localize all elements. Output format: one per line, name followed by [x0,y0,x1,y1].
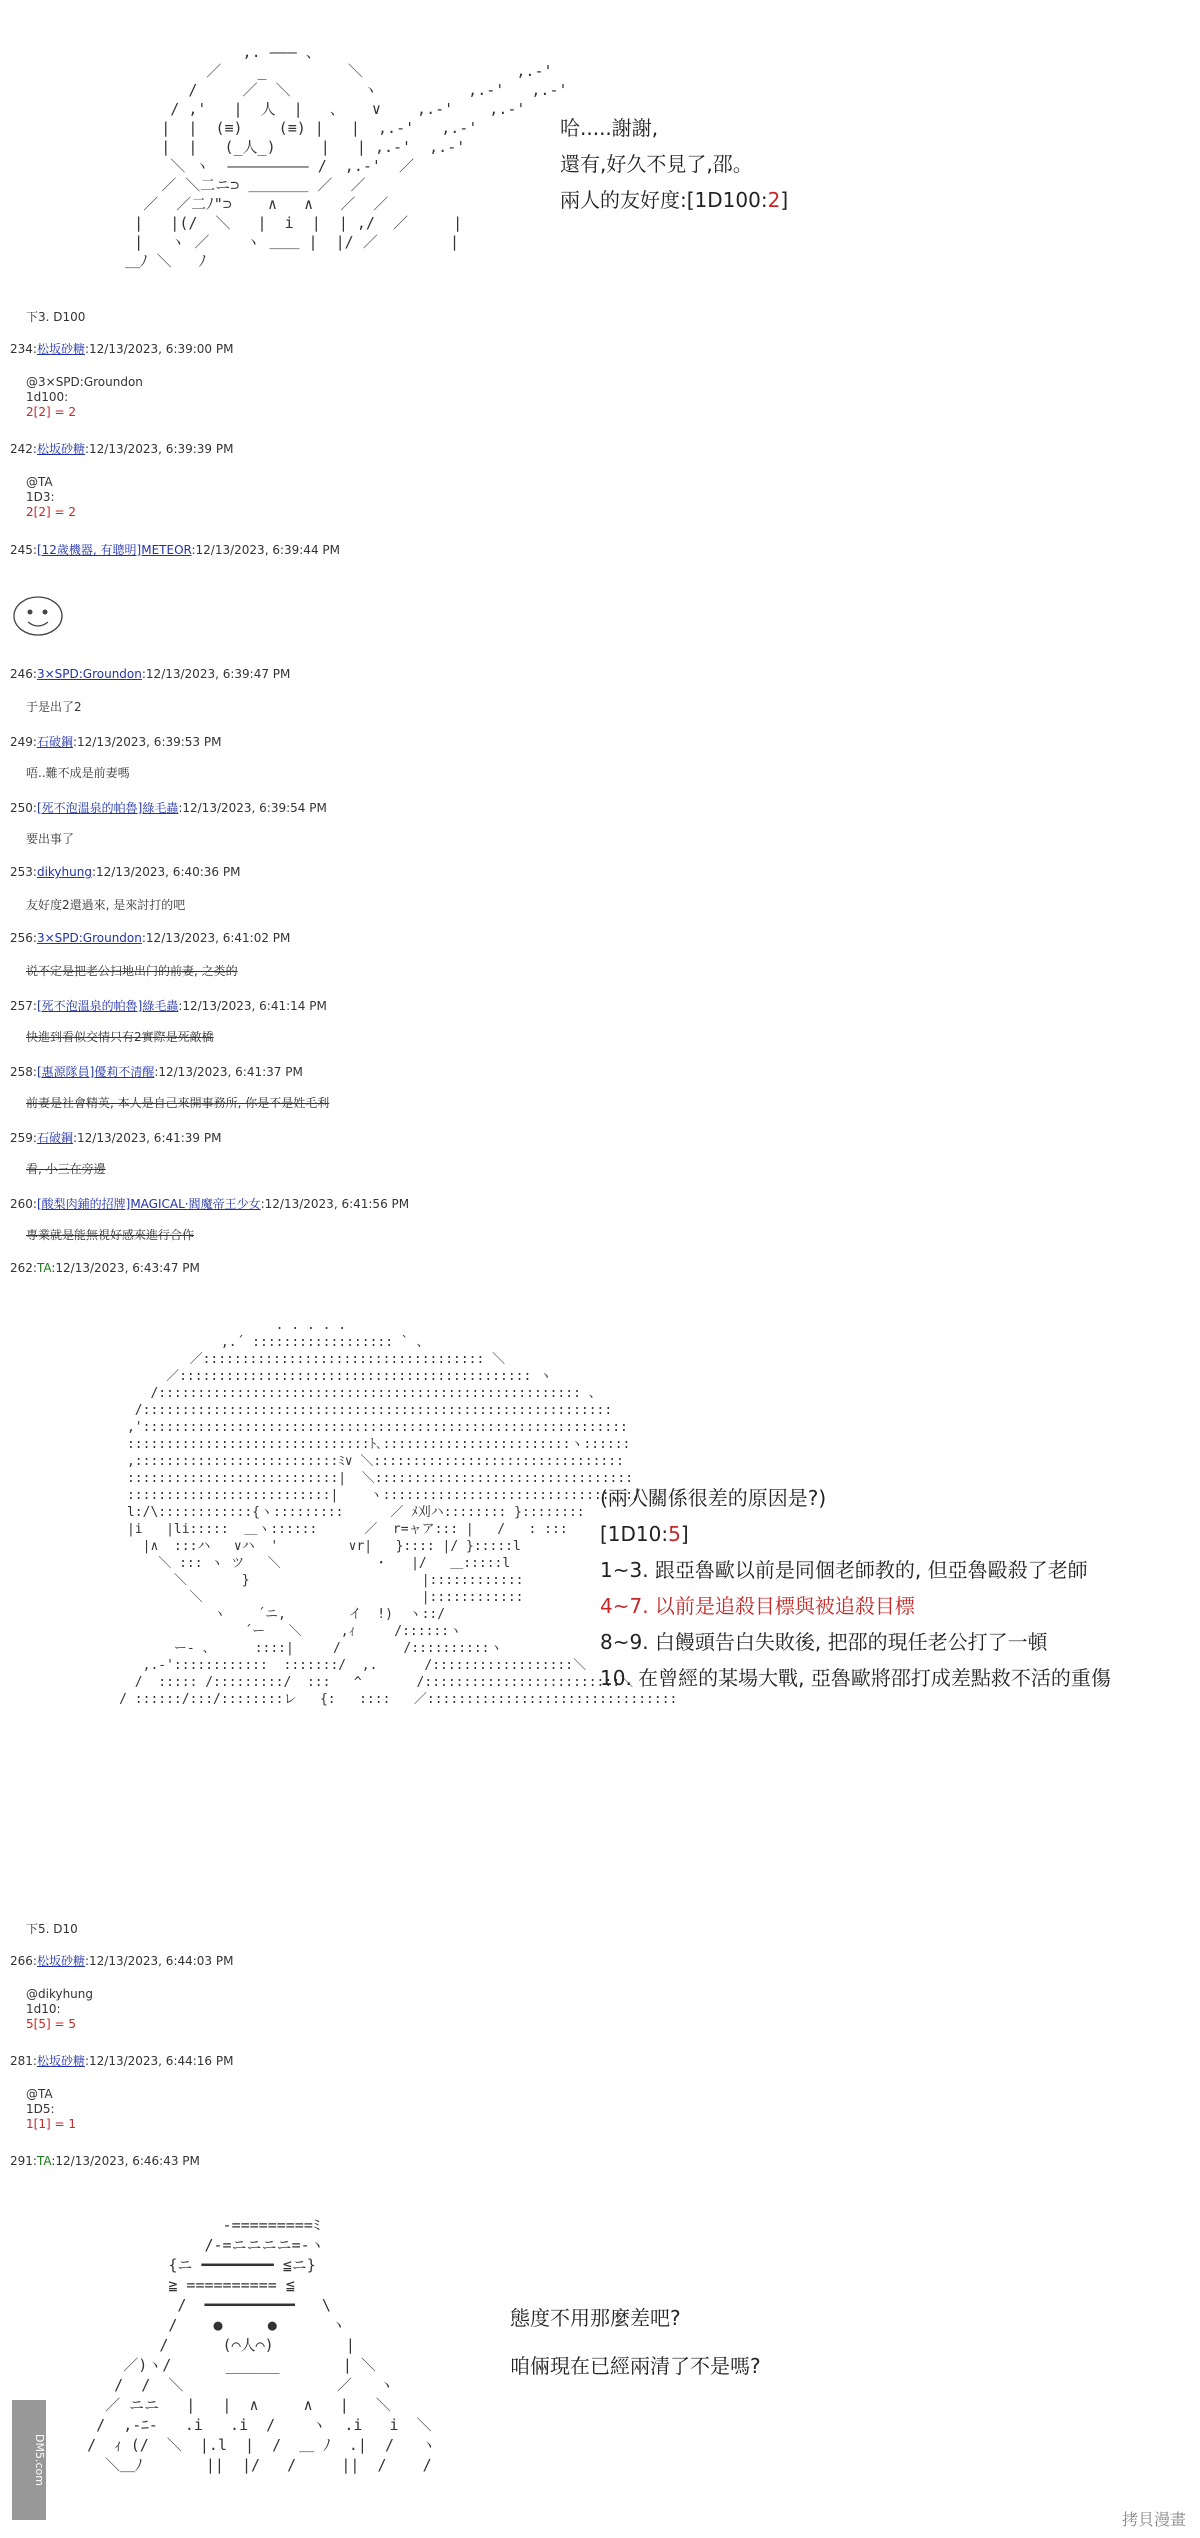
poster-link[interactable]: [酸梨肉鋪的招牌]MAGICAL·閻魔帝王少女 [36,1197,261,1211]
post-header: 291:TA:12/13/2023, 6:46:43 PM [10,2154,200,2168]
poster-link[interactable]: [12歲機器, 有聰明]METEOR [36,543,192,557]
post-header: 262:TA:12/13/2023, 6:43:47 PM [10,1261,200,1275]
post-header: 260:[酸梨肉鋪的招牌]MAGICAL·閻魔帝王少女:12/13/2023, 6:41:56 PM [10,1197,410,1211]
dialogue-line: 咱倆現在已經兩清了不是嗎? [510,2354,761,2378]
poster-link[interactable]: [死不泡溫泉的帕魯]綠毛蟲 [36,801,179,815]
site-watermark: 拷貝漫畫 [1121,2510,1186,2529]
poster-link[interactable]: 石破鋼 [36,1131,73,1145]
poster-name: TA [36,1261,52,1275]
post-header: 257:[死不泡溫泉的帕魯]綠毛蟲:12/13/2023, 6:41:14 PM [10,999,327,1013]
post-body: 说不定是把老公扫地出门的前妻, 之类的 [26,964,238,978]
post-body: 要出事了 [26,832,75,846]
post-header: 234:松坂砂糖:12/13/2023, 6:39:00 PM [10,342,234,356]
poster-link[interactable]: 松坂砂糖 [36,442,85,456]
ascii-art-character-1: ,. ――― 、 ／ _ ＼ ,.-' / ／ ＼ ヽ ,.-' ,.-' / ,' | 人 | 、 ∨ ,.-' ,.-' | | (≡) (≡) | | ,.-' ,.-' | | (_人_) | | ,.-' ,.-' ＼ ヽ ――――――――― / ,.-' ／ ／ ＼二ニ⊃ ＿＿＿＿ ／ ／ ／ ／二ﾉ"⊃ ∧ ∧ ／ ／ | |(/ ＼ | i | | ,/ ／ | | ヽ ／ ヽ ＿＿ | |/ ／ | ＿ﾉ ＼ ﾉ [125,43,568,270]
post-body: 前妻是社會精英, 本人是自己來開事務所, 你是不是姓毛利 [26,1096,330,1110]
poster-link[interactable]: 松坂砂糖 [36,342,85,356]
d10-roll: [1D10:5] [600,1522,689,1546]
scene2-dialogue [600,1480,1111,1696]
friendship-roll: 兩人的友好度:[1D100:2] [560,188,789,212]
roll-value: 5 [668,1522,681,1546]
poster-link[interactable]: 3×SPD:Groundon [36,667,142,681]
post-header: 256:3×SPD:Groundon:12/13/2023, 6:41:02 PM [10,931,291,945]
ascii-art-character-3: -=========ﾐ /-=ニニニニ=-ヽ {ニ ━━━━━━━━ ≦ニ} ≧ ========== ≦ / ━━━━━━━━━━ \ / ● ● ヽ / (⌒人⌒) | ／)ヽ/ ______ | ＼ / / ＼ ／ ヽ ／ ニニ | | ∧ ∧ | ＼ / ,-ﾆ- .i .i / ヽ .i i ＼ / ｨ (/ ＼ |.l | / ＿ ﾉ .| / ヽ ＼＿ﾉ || |/ / || / / [87,2216,437,2474]
post-header: 258:[惠源隊員]優莉不清醒:12/13/2023, 6:41:37 PM [10,1065,303,1079]
post-body: 看, 小三在旁邊 [26,1162,106,1176]
dialogue-line: 還有,好久不見了,邵。 [560,152,753,176]
scene3-dialogue [510,2294,761,2390]
post-header: 250:[死不泡溫泉的帕魯]綠毛蟲:12/13/2023, 6:39:54 PM [10,801,327,815]
post-body: @TA 1D3: 2[2] = 2 [26,475,76,519]
post-header: 242:松坂砂糖:12/13/2023, 6:39:39 PM [10,442,234,456]
option-line: 8~9. 白饅頭告白失敗後, 把邵的現任老公打了一頓 [600,1630,1048,1654]
poster-link[interactable]: dikyhung [36,865,92,879]
option-line: 10. 在曾經的某場大戰, 亞魯歐將邵打成差點救不活的重傷 [600,1666,1111,1690]
post-header: 281:松坂砂糖:12/13/2023, 6:44:16 PM [10,2054,234,2068]
poster-link[interactable]: 石破鋼 [36,735,73,749]
question-line: (兩人關係很差的原因是?) [600,1486,827,1510]
post-header: 246:3×SPD:Groundon:12/13/2023, 6:39:47 PM [10,667,291,681]
poster-link[interactable]: [惠源隊員]優莉不清醒 [36,1065,155,1079]
post-body: @dikyhung 1d10: 5[5] = 5 [26,1987,94,2031]
post-body: 快進到看似交情只有2實際是死敵橋 [26,1030,214,1044]
post-body: @TA 1D5: 1[1] = 1 [26,2087,76,2131]
poster-link[interactable]: [死不泡溫泉的帕魯]綠毛蟲 [36,999,179,1013]
option-line-selected: 4~7. 以前是追殺目標與被追殺目標 [600,1594,915,1618]
poster-link[interactable]: 3×SPD:Groundon [36,931,142,945]
post-header: 266:松坂砂糖:12/13/2023, 6:44:03 PM [10,1954,234,1968]
friendship-value: 2 [767,188,781,212]
post-header: 245:[12歲機器, 有聰明]METEOR:12/13/2023, 6:39:44 PM [10,543,340,557]
dialogue-line: 哈.....謝謝, [560,116,659,140]
dialogue-line: 態度不用那麼差吧? [510,2306,681,2330]
post-body: 于是出了2 [26,700,82,714]
post-body: 友好度2還過來, 是來討打的吧 [26,898,186,912]
site-watermark: DM5.com [12,2400,46,2520]
post-header: 259:石破鋼:12/13/2023, 6:41:39 PM [10,1131,222,1145]
smiley-face-icon [10,592,66,640]
roll-label: 下3. D100 [26,310,86,324]
option-line: 1~3. 跟亞魯歐以前是同個老師教的, 但亞魯毆殺了老師 [600,1558,1088,1582]
post-header: 253:dikyhung:12/13/2023, 6:40:36 PM [10,865,241,879]
poster-link[interactable]: 松坂砂糖 [36,2054,85,2068]
post-header: 249:石破鋼:12/13/2023, 6:39:53 PM [10,735,222,749]
scene1-dialogue [560,110,788,218]
post-body: 唔..難不成是前妻嗎 [26,766,130,780]
roll-label: 下5. D10 [26,1922,78,1936]
ascii-art-character-2: . . . . . ,.´ :::::::::::::::::: ` 、 ／:::::::::::::::::::::::::::::::::::: ＼ ／::::::::::::::::::::::::::::::::::::::::::::: ヽ /:::::::::::::::::::::::::::::::::::::::::::::::::::::: 、 /:::::::::::::::::::::::::::::::::::::::::::::::::::::::::::: ,':::::::::::::::::::::::::::::::::::::::::::::::::::::::::::::: :::::::::::::::::::::::::::::::ﾄ､::::::::::::::::::::::::ヽ:::::: ,::::::::::::::::::::::::::ﾐ∨ ＼:::::::::::::::::::::::::::::::: :::::::::::::::::::::::::::| ＼::::::::::::::::::::::::::::::::: ::::::::::::::::::::::::::| ヽ::::::::::::::::::::::::::::::::/\ l:/\::::::::::::{ヽ::::::::: ／ ﾒ刈ハ:::::::: }:::::::: |i |li::::: ＿ヽ:::::: ／ r=ャア::: | / : ::: |∧ :::ハ ∨ハ ' ∨r| }:::: |/ }:::::l ＼ ::: ヽ ツ ＼ ・ |/ ＿:::::l ＼ } |:::::::::::: ＼ |:::::::::::: ヽ ´ニ, イ !) ヽ::/ ´ー ＼ ,ｨ /::::::ヽ ー- 、 ::::| / /::::::::::ヽ ,.-':::::::::::: :::::::/ ,. /::::::::::::::::::＼ / ::::: /:::::::::/ ::: ^ /:::::::::::::::::::::::::＼ / ::::::/:::/::::::::レ {: :::: ／:::::::::::::::::::::::::::::::: [119,1318,678,1707]
post-body: @3×SPD:Groundon 1d100: 2[2] = 2 [26,375,143,419]
post-body: 專業就是能無視好感來進行合作 [26,1228,195,1242]
poster-name: TA [36,2154,52,2168]
poster-link[interactable]: 松坂砂糖 [36,1954,85,1968]
